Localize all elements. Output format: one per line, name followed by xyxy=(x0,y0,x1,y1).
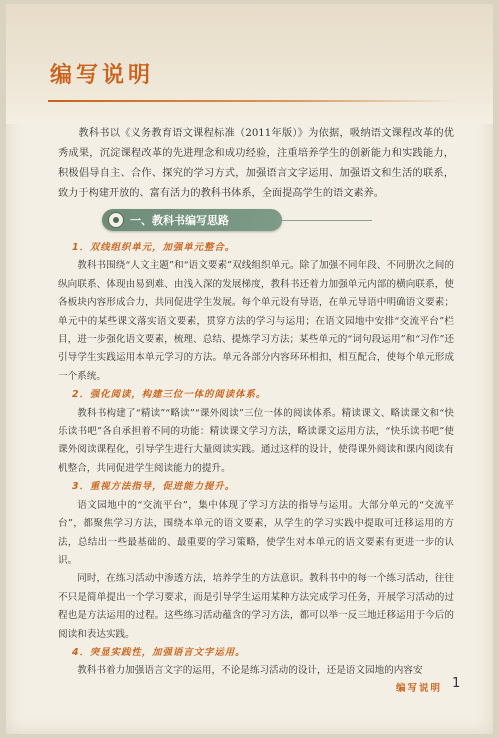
page-number: 1 xyxy=(452,676,461,691)
section-heading: 一、教科书编写思路 xyxy=(130,214,229,227)
subsection-title: 1．双线组织单元，加强单元整合。 xyxy=(72,242,236,253)
paragraph: 教科书着力加强语言文字的运用，不论是练习活动的设计，还是语文园地的内容安 xyxy=(77,665,423,677)
section-heading-pill xyxy=(102,209,282,231)
footer-section-label: 编写说明 xyxy=(396,683,443,694)
intro-paragraph: 教科书以《义务教育语文课程标准（2011年版）》为依据，吸纳语文课程改革的优秀成果，沉淀课程改革的先进理念和成功经验，注重培养学生的创新能力和实践能力，积极倡导自主、合作、探究的学习方式，加强语言文字运用、加强语文和生活的联系，致力于构建开放的、富有活力的教科书体系，全面提高学生的语文素养。 xyxy=(58,128,454,199)
bullet-circle-icon xyxy=(108,212,124,228)
page-title: 编写说明 xyxy=(50,63,155,88)
book-page xyxy=(6,4,493,734)
paragraph: 教科书构建了“精读”“略读”“课外阅读”三位一体的阅读体系。精读课文、略读课文和“快乐读书吧”各自承担着不同的功能：精读课文学习方法，略读课文运用方法，“快乐读书吧”使课外阅读课程化，引导学生进行大量阅读实践。通过这样的设计，使得课外阅读和课内阅读有机整合，共同促进学生阅读能力的提升。 xyxy=(58,407,454,474)
subsection-title: 2．强化阅读，构建三位一体的阅读体系。 xyxy=(72,389,267,401)
subsection-title: 3．重视方法指导，促进能力提升。 xyxy=(72,481,236,493)
subsection-title: 4．突显实践性，加强语言文字运用。 xyxy=(72,646,246,658)
paragraph: 同时，在练习活动中渗透方法，培养学生的方法意识。教科书中的每一个练习活动，往往不只是简单提出一个学习要求，而是引导学生运用某种方法完成学习任务，开展学习活动的过程也是方法运用的过程。这些练习活动蕴含的学习方法，都可以举一反三地迁移运用于今后的阅读和表达实践。 xyxy=(58,573,454,640)
paragraph: 语文园地中的“交流平台”，集中体现了学习方法的指导与运用。大部分单元的“交流平台”，都聚焦学习方法，围绕本单元的语文要素，从学生的学习实践中提取可迁移运用的方法，总结出一些最基础的、最重要的学习策略，使学生对本单元的语文要素有更进一步的认识。 xyxy=(58,499,454,566)
title-underline xyxy=(48,100,458,102)
paragraph: 教科书围绕“人文主题”和“语文要素”双线组织单元。除了加强不同年段、不同册次之间的纵向联系、体现由易到难、由浅入深的发展梯度，教科书还着力加强单元内部的横向联系，使各板块内容形成合力，共同促进学生发展。每个单元设有导语，在单元导语中明确语文要素；单元中的某些课文落实语文要素，贯穿方法的学习与运用；在语文园地中安排“交流平台”栏目，进一步强化语文要素，梳理、总结、提炼学习方法；某些单元的“词句段运用”和“习作”还引导学生实践运用本单元学习的方法。单元各部分内容环环相扣，相互配合，使每个单元形成一个系统。 xyxy=(58,260,454,382)
body-text xyxy=(58,239,454,681)
section-rule xyxy=(282,220,372,221)
